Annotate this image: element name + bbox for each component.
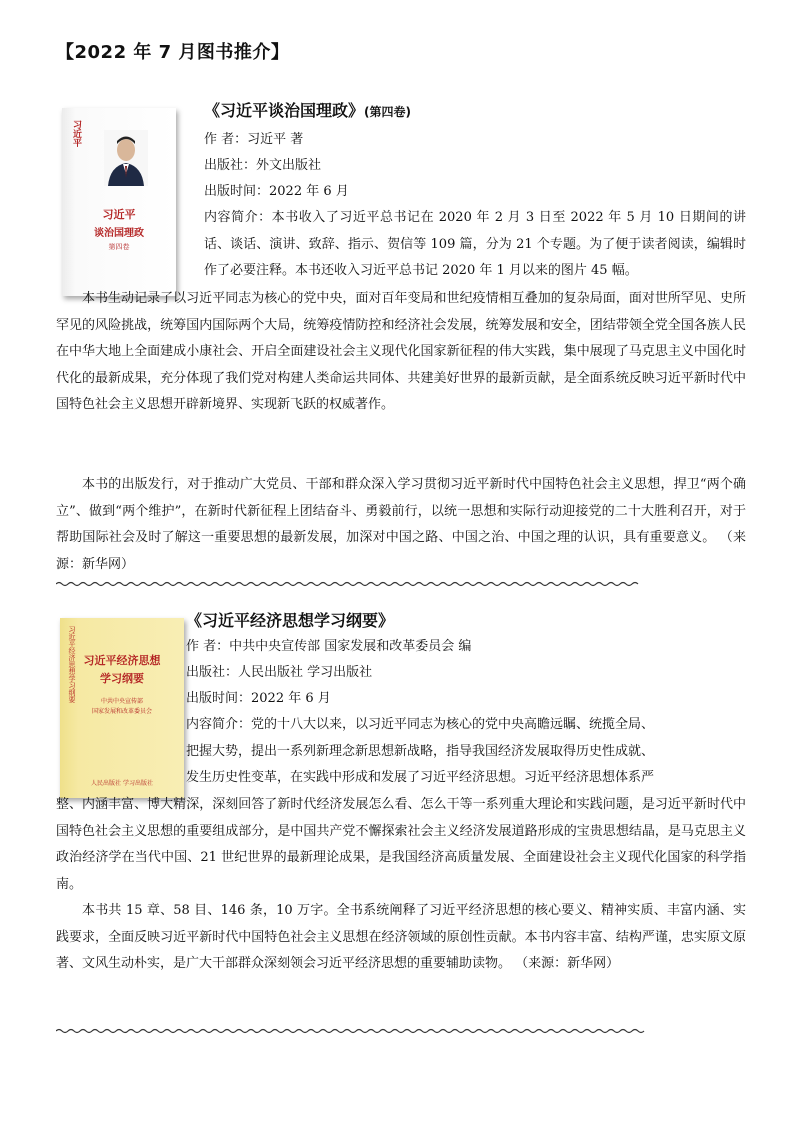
book2-cover-line4: 国家发展和改革委员会 xyxy=(91,708,152,715)
book2-cover-spine-text: 习近平经济思想学习纲要 xyxy=(68,626,76,703)
book2-cover-image xyxy=(60,618,184,798)
book1-meta xyxy=(204,127,349,205)
book1-title-volume: (第四卷) xyxy=(364,105,411,119)
book-entry-1 xyxy=(56,40,746,580)
book1-paragraph-1: 本书生动记录了以习近平同志为核心的党中央，面对百年变局和世纪疫情相互叠加的复杂局面，面对世所罕见、史所罕见的风险挑战，统筹国内国际两个大局，统筹疫情防控和经济社会发展，统筹发展和安全，团结带领全党全国各族人民在中华大地上全面建成小康社会、开启全面建设社会主义现代化国家新征程的伟大实践，集中展现了马克思主义中国化时代化的最新成果，充分体现了我们党对构建人类命运共同体、共建美好世界的最新贡献，是全面系统反映习近平新时代中国特色社会主义思想开辟新境界、实现新飞跃的权威著作。 xyxy=(56,291,746,412)
book1-summary: 内容简介：本书收入了习近平总书记在 2020 年 2 月 3 日至 2022 年 5 月 10 日期间的讲话、谈话、演讲、致辞、指示、贺信等 109 篇，分为 21 个专题。为了便于读者阅读，编辑时作了必要注释。本书还收入习近平总书记 2020 年 1 月以来的图片 45 幅。 xyxy=(204,210,746,278)
book1-cover-image xyxy=(62,108,176,296)
book1-cover-title-line1: 习近平 xyxy=(102,208,136,221)
book1-publisher: 出版社：外文出版社 xyxy=(204,158,322,173)
book2-cover-title-line1: 习近平经济思想 xyxy=(83,654,161,667)
book1-paragraph-2: 本书的出版发行，对于推动广大党员、干部和群众深入学习贯彻习近平新时代中国特色社会主义思想，捍卫“两个确立”、做到“两个维护”，在新时代新征程上团结奋斗、勇毅前行，以统一思想和实际行动迎接党的二十大胜利召开，对于帮助国际社会及时了解这一重要思想的最新发展，加深对中国之路、中国之治、中国之理的认识，具有重要意义。 （来源：新华网） xyxy=(56,477,746,572)
book2-paragraph-1: 本书共 15 章、58 目、146 条，10 万字。全书系统阐释了习近平经济思想的核心要义、精神实质、丰富内涵、实践要求，全面反映习近平新时代中国特色社会主义思想在经济领域的原创性贡献。本书内容丰富、结构严谨，忠实原文原著、文风生动朴实，是广大干部群众深刻领会习近平经济思想的重要辅助读物。 （来源：新华网） xyxy=(56,903,746,971)
book1-date: 出版时间：2022 年 6 月 xyxy=(204,184,349,199)
book2-summary-line2: 把握大势，提出一系列新理念新思想新战略，指导我国经济发展取得历史性成就、 xyxy=(186,743,655,759)
book2-publisher: 出版社：人民出版社 学习出版社 xyxy=(186,665,373,680)
book1-title xyxy=(204,98,411,121)
book1-cover-title-line2: 谈治国理政 xyxy=(94,228,144,239)
book1-author: 作 者：习近平 著 xyxy=(204,132,304,147)
page-heading: 【2022 年 7 月图书推介】 xyxy=(56,42,290,63)
book1-cover-title-line3: 第四卷 xyxy=(108,243,130,251)
book2-meta xyxy=(186,634,471,712)
book1-cover-vertical-title: 习近平 xyxy=(71,120,81,147)
book2-cover-line3: 中共中央宣传部 xyxy=(100,698,143,705)
book2-date: 出版时间：2022 年 6 月 xyxy=(186,691,331,706)
book2-cover-title-line2: 学习纲要 xyxy=(100,672,144,685)
book-entry-2 xyxy=(56,580,746,1040)
book2-title: 《习近平经济思想学习纲要》 xyxy=(186,611,395,630)
book2-summary-line3: 发生历史性变革，在实践中形成和发展了习近平经济思想。习近平经济思想体系严 xyxy=(186,770,655,785)
book1-title-main: 《习近平谈治国理政》 xyxy=(204,101,365,120)
book2-summary-rest: 整、内涵丰富、博大精深，深刻回答了新时代经济发展怎么看、怎么干等一系列重大理论和实践问题，是习近平新时代中国特色社会主义思想的重要组成部分，是中国共产党不懈探索社会主义经济发展道路形成的宝贵思想结晶，是马克思主义政治经济学在当代中国、21 世纪世界的最新理论成果，是我国经济高质量发展、全面建设社会主义现代化国家的科学指南。 xyxy=(56,797,746,892)
divider-wave-2 xyxy=(56,1027,676,1035)
book2-cover-publishers: 人民出版社 学习出版社 xyxy=(91,780,153,787)
book2-summary-head xyxy=(186,712,654,792)
book2-summary-line1: 内容简介：党的十八大以来，以习近平同志为核心的党中央高瞻远瞩、统揽全局、 xyxy=(186,717,655,732)
book2-author: 作 者：中共中央宣传部 国家发展和改革委员会 编 xyxy=(186,639,472,654)
book1-cover-portrait xyxy=(104,130,148,186)
